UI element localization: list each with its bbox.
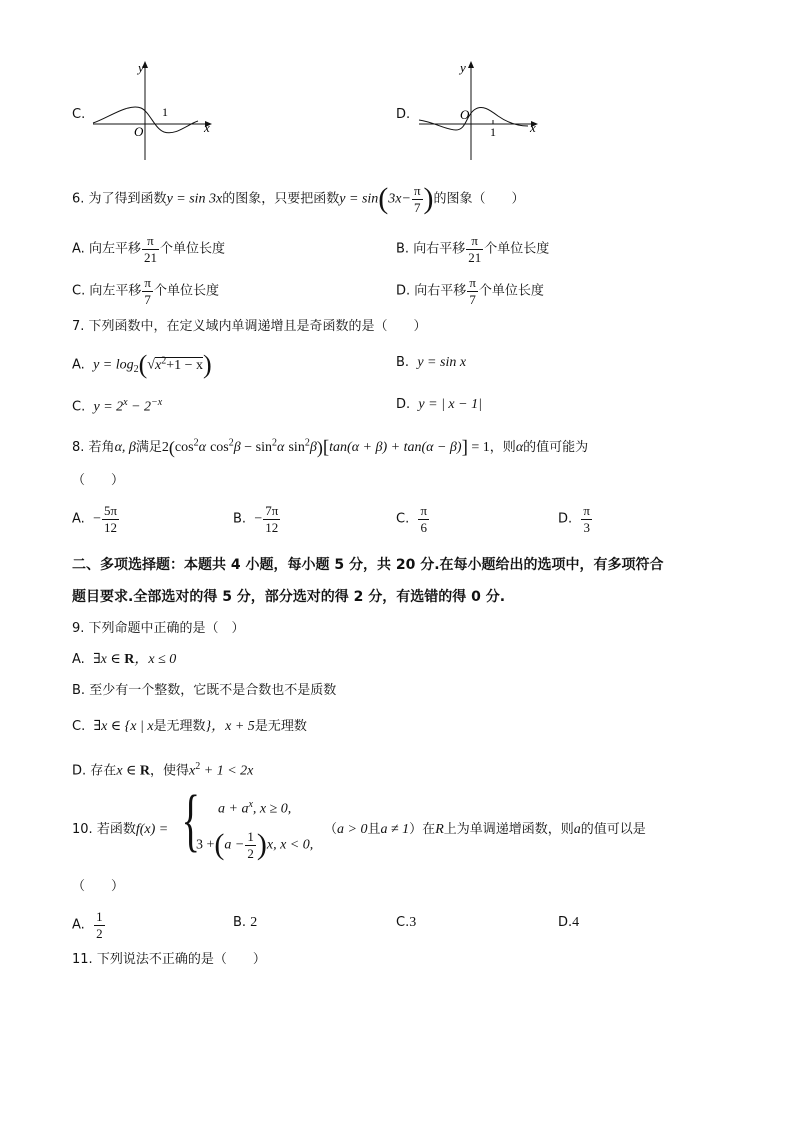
q11-stem: 11. 下列说法不正确的是（ ） — [72, 952, 266, 967]
graph-d — [414, 58, 544, 162]
q10-number: 10. — [72, 822, 93, 837]
q7-option-b[interactable]: B. y = sin x — [396, 355, 467, 370]
graph-c-x: x — [204, 120, 210, 135]
q10-option-b[interactable]: B. 2 — [233, 915, 258, 930]
q10-case2: 3 +(a − $\frac{1}{2}$ )x, x < 0, — [196, 828, 314, 862]
section2-heading: 二、多项选择题：本题共 4 小题，每小题 5 分，共 20 分.在每小题给出的选项中，有多项符合 — [72, 557, 664, 573]
q6-option-a[interactable]: A. 向左平移 $\frac{\pi}{21}$ 个单位长度 — [72, 233, 225, 265]
graph-d-origin: O — [460, 107, 470, 122]
q7-option-d[interactable]: D. y = | x − 1| — [396, 397, 482, 412]
q6-number: 6. — [72, 191, 85, 207]
q11-number: 11. — [72, 952, 93, 967]
q8-option-b[interactable]: B. − $\frac{7\pi}{12}$ — [233, 503, 279, 535]
q9-option-c[interactable]: C. ∃x ∈ {x | x是无理数}，x + 5是无理数 — [72, 719, 307, 734]
q7-option-a[interactable]: A. $y = \log_2(√x^2+1 - x)$ — [72, 350, 212, 379]
graph-d-tick: 1 — [490, 125, 496, 139]
graph-c-y: y — [138, 60, 144, 75]
q8-option-a[interactable]: A. − $\frac{5\pi}{12}$ — [72, 503, 118, 535]
q6-option-d[interactable]: D. 向右平移 $\frac{\pi}{7}$ 个单位长度 — [396, 275, 544, 307]
q10-stem-lead: 10. 若函数f(x) = — [72, 822, 169, 837]
q10-option-d[interactable]: D.4 — [558, 915, 580, 930]
q10-stem-tail: （a > 0且a ≠ 1）在R上为单调递增函数，则a的值可以是 — [324, 822, 646, 837]
q6-stem: 6. 为了得到函数y = sin 3x的图象，只要把函数y = sin(3x− $\frac{\pi}{7}$ )的图象（ ） — [72, 182, 525, 216]
q8-answer-paren: （ ） — [72, 473, 125, 488]
q8-option-c[interactable]: C. $\frac{\pi}{6}$ — [396, 503, 428, 535]
q9-option-d[interactable]: D. 存在x ∈ R，使得$x^2 + 1 < 2x$ — [72, 761, 254, 779]
q8-stem: 8. 若角α, β满足$2(\cos^2\alpha$ $\cos^2\beta - \sin^2\alpha$ $\sin^2\beta)[\tan(\alpha + \beta) + \tan(\alpha - \beta)] = 1$，则α的值可能为 — [72, 437, 589, 458]
q9-stem: 9. 下列命题中正确的是（ ） — [72, 621, 245, 636]
q10-brace: { — [181, 782, 201, 859]
q9-option-a[interactable]: A. ∃x ∈ R，x ≤ 0 — [72, 652, 177, 667]
q7-stem: 7. 下列函数中，在定义域内单调递增且是奇函数的是（ ） — [72, 319, 427, 334]
graph-c — [88, 58, 218, 162]
q6-option-b[interactable]: B. 向右平移 $\frac{\pi}{21}$ 个单位长度 — [396, 233, 550, 265]
q7-option-c[interactable]: C. $y = 2^x - 2^{-x}$ — [72, 397, 163, 415]
section2-heading-cont: 题目要求.全部选对的得 5 分，部分选对的得 2 分，有选错的得 0 分. — [72, 589, 506, 605]
q10-option-a[interactable]: A. $\frac{1}{2}$ — [72, 909, 103, 941]
option-c-label: C. — [72, 107, 86, 122]
graph-c-tick: 1 — [162, 105, 168, 119]
q6-option-c[interactable]: C. 向左平移 $\frac{\pi}{7}$ 个单位长度 — [72, 275, 219, 307]
q8-option-d[interactable]: D. $\frac{\pi}{3}$ — [558, 503, 590, 535]
q9-option-b[interactable]: B. 至少有一个整数，它既不是合数也不是质数 — [72, 683, 337, 698]
q10-answer-paren: （ ） — [72, 879, 125, 894]
q7-number: 7. — [72, 319, 85, 334]
graph-c-origin: O — [134, 124, 144, 139]
graph-d-y: y — [460, 60, 466, 75]
graph-d-x: x — [530, 120, 536, 135]
q9-number: 9. — [72, 621, 85, 636]
q10-option-c[interactable]: C.3 — [396, 915, 417, 930]
q8-number: 8. — [72, 440, 85, 455]
option-d-label: D. — [396, 107, 411, 122]
q10-case1: $a + a^x$, x ≥ 0, — [218, 799, 292, 817]
